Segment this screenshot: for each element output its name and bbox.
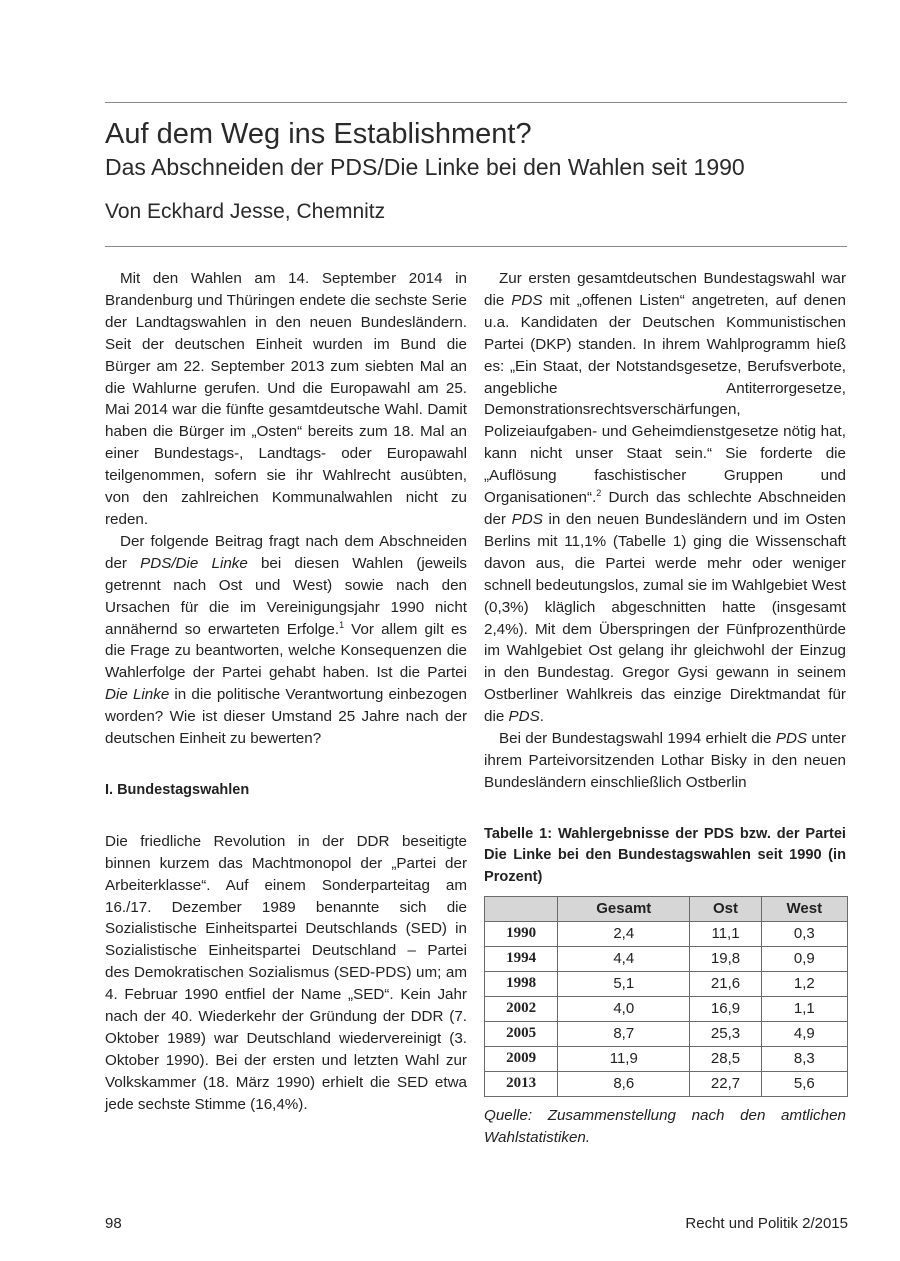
article-author: Von Eckhard Jesse, Chemnitz <box>105 200 386 223</box>
gesamt-cell: 8,7 <box>558 1022 690 1047</box>
year-cell: 2002 <box>485 997 558 1022</box>
table-row <box>485 1022 848 1047</box>
west-cell: 0,3 <box>761 922 847 947</box>
ost-cell: 25,3 <box>690 1022 761 1047</box>
gesamt-cell: 4,4 <box>558 947 690 972</box>
gesamt-cell: 5,1 <box>558 972 690 997</box>
west-cell: 4,9 <box>761 1022 847 1047</box>
ost-cell: 19,8 <box>690 947 761 972</box>
west-cell: 1,2 <box>761 972 847 997</box>
table-header-cell <box>485 897 558 922</box>
gesamt-cell: 11,9 <box>558 1047 690 1072</box>
gesamt-cell: 8,6 <box>558 1072 690 1097</box>
table-header-cell: West <box>761 897 847 922</box>
year-cell: 2005 <box>485 1022 558 1047</box>
ost-cell: 16,9 <box>690 997 761 1022</box>
table-header-cell: Ost <box>690 897 761 922</box>
west-cell: 5,6 <box>761 1072 847 1097</box>
results-table <box>484 896 848 1097</box>
year-cell: 2013 <box>485 1072 558 1097</box>
year-cell: 1994 <box>485 947 558 972</box>
year-cell: 1998 <box>485 972 558 997</box>
west-cell: 8,3 <box>761 1047 847 1072</box>
paragraph-intro: Mit den Wahlen am 14. September 2014 in Brandenburg und Thüringen endete die sechste Serie der Landtagswahlen in den neuen Bundesländern. Seit der deutschen Einheit wurden im Bund die Bürger am 22. September 2013 zum siebten Mal an die Wahlurne gerufen. Und die Europawahl am 25. Mai 2014 war die fünfte gesamtdeutsche Wahl. Damit haben die Bürger im „Osten“ bereits zum 18. Mal an einer Bundestags-, Landtags- oder Europawahl teilgenommen, sofern sie ihr Wahlrecht ausübten, von den zahlreichen Kommunalwahlen nicht zu reden. <box>105 270 467 528</box>
paragraph-revolution: Die friedliche Revolution in der DDR beseitigte binnen kurzem das Machtmonopol der „Partei der Arbeiterklasse“. Auf einem Sonderparteitag am 16./17. Dezember 1989 benannte sich die Sozialistische Einheitspartei Deutschlands (SED) in Sozialistische Einheitspartei Deutschland – Partei des Demokratischen Sozialismus (SED-PDS) um; am 4. Februar 1990 entfiel der Name „SED“. Kein Jahr nach der 40. Wiederkehr der Gründung der DDR (7. Oktober 1989) war Deutschland wiedervereinigt (3. Oktober 1990). Bei der ersten und letzten Wahl zur Volkskammer (18. März 1990) erhielt die SED etwa jede sechste Stimme (16,4%). <box>105 832 467 1113</box>
paragraph-first-election: Zur ersten gesamtdeutschen Bundestagswahl war die PDS mit „offenen Listen“ angetreten, auf denen u.a. Kandidaten der Deutschen Kommunistischen Partei (DKP) standen. In ihrem Wahlprogramm hieß es: „Ein Staat, der Notstandsgesetze, Berufsverbote, angebliche Antiterrorgesetze, Demonstrationsrechtsverschärfungen, Polizeiaufgaben- und Geheimdienstgesetze nötig hat, kann nicht unser Staat sein.“ Sie forderte die „Auflösung faschistischer Gruppen und Organisationen“.$^2$ Durch das schlechte Abschneiden der PDS in den neuen Bundesländern und im Osten Berlins mit 11,1% (Tabelle 1) ging die Wissenschaft davon aus, die Partei werde mehr oder weniger schnell bedeutungslos, zumal sie im Wahlgebiet West (0,3%) kläglich abgeschnitten hatte (insgesamt 2,4%). Mit dem Überspringen der Fünfprozenthürde im Wahlgebiet Ost gelang ihr gleichwohl der Einzug in den Bundestag. Gregor Gysi gewann in seinem Ostberliner Wahlkreis das einzige Direktmandat für die PDS. <box>484 270 846 726</box>
top-rule <box>105 102 847 103</box>
west-cell: 0,9 <box>761 947 847 972</box>
table-source: Quelle: Zusammenstellung nach den amtlichen Wahlstatistiken. <box>484 1107 846 1147</box>
table-header-cell: Gesamt <box>558 897 690 922</box>
ost-cell: 21,6 <box>690 972 761 997</box>
table-row <box>485 972 848 997</box>
ost-cell: 22,7 <box>690 1072 761 1097</box>
bottom-rule <box>105 246 847 247</box>
table-row <box>485 922 848 947</box>
ost-cell: 28,5 <box>690 1047 761 1072</box>
table-row <box>485 1047 848 1072</box>
ost-cell: 11,1 <box>690 922 761 947</box>
table-caption: Tabelle 1: Wahlergebnisse der PDS bzw. der Partei Die Linke bei den Bundestagswahlen seit 1990 (in Prozent) <box>484 825 846 885</box>
table-row <box>485 1072 848 1097</box>
table-header-row <box>485 897 848 922</box>
west-cell: 1,1 <box>761 997 847 1022</box>
paragraph-purpose: Der folgende Beitrag fragt nach dem Abschneiden der PDS/Die Linke bei diesen Wahlen (jeweils getrennt nach Ost und West) sowie nach den Ursachen für die im Vereinigungsjahr 1990 nicht annähernd so erwarteten Erfolge.$^1$ Vor allem gilt es die Frage zu beantworten, welche Konsequenzen die Wahlerfolge der Partei gehabt haben. Ist die Partei Die Linke in die politische Verantwortung einbezogen worden? Wie ist dieser Umstand 25 Jahre nach der deutschen Einheit zu bewerten? <box>105 532 468 748</box>
footnote-ref-2[interactable]: 2 <box>596 488 602 498</box>
year-cell: 1990 <box>485 922 558 947</box>
year-cell: 2009 <box>485 1047 558 1072</box>
right-column <box>484 268 846 1149</box>
left-column <box>105 268 467 1116</box>
article-title: Auf dem Weg ins Establishment? <box>105 118 532 150</box>
journal-name: Recht und Politik 2/2015 <box>685 1215 848 1232</box>
gesamt-cell: 4,0 <box>558 997 690 1022</box>
table-row <box>485 947 848 972</box>
article-subtitle: Das Abschneiden der PDS/Die Linke bei den Wahlen seit 1990 <box>105 154 745 180</box>
gesamt-cell: 2,4 <box>558 922 690 947</box>
page-number: 98 <box>105 1215 122 1232</box>
footnote-ref-1[interactable]: 1 <box>339 619 345 630</box>
table-row <box>485 997 848 1022</box>
section-heading: I. Bundestagswahlen <box>105 781 250 798</box>
paragraph-1994: Bei der Bundestagswahl 1994 erhielt die PDS unter ihrem Parteivorsitzenden Lothar Bisky in den neuen Bundesländern einschließlich Ostberlin <box>484 730 847 791</box>
